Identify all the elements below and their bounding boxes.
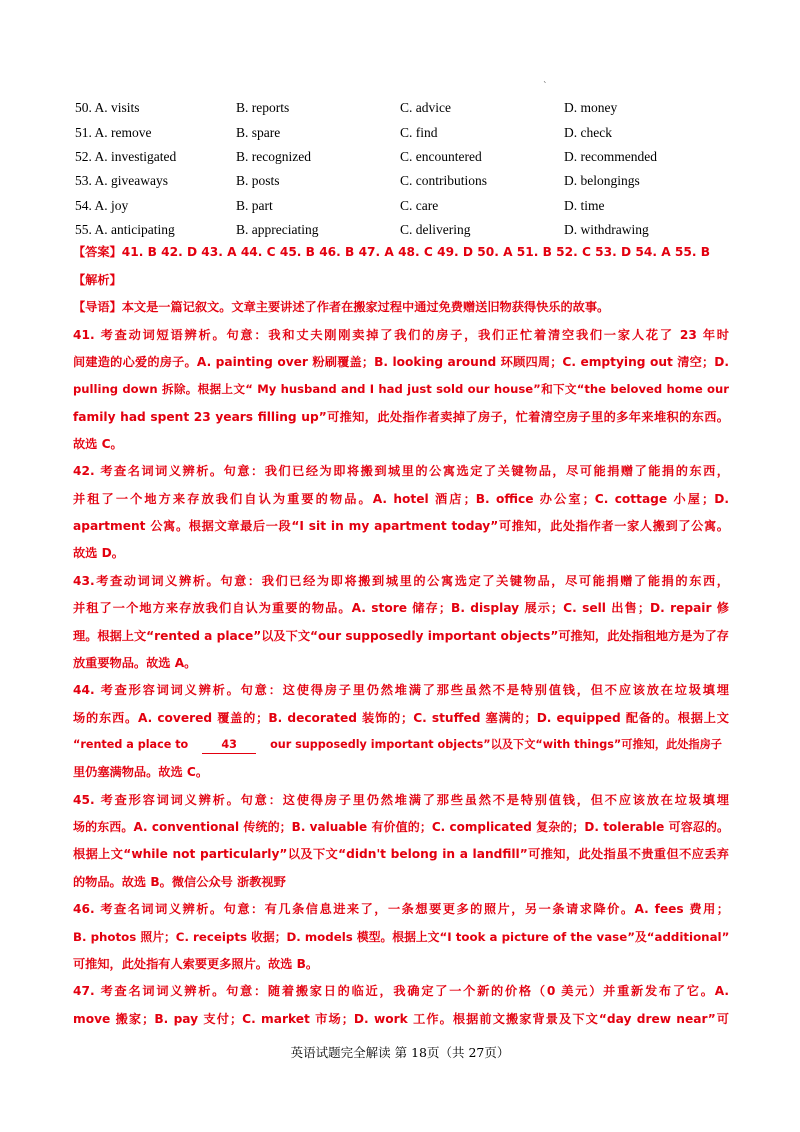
- option-cell: D. belongings: [564, 173, 640, 189]
- explanation-line: 间建造的心爱的房子。A. painting over 粉刷覆盖；B. looking around 环顾四周；C. emptying out 清空；D.: [73, 355, 729, 369]
- explanation-line: 43.考查动词词义辨析。句意：我们已经为即将搬到城里的公寓选定了关键物品，尽可能捐赠了能捐的东西，: [73, 574, 729, 588]
- option-cell: B. recognized: [236, 148, 311, 164]
- explanation-line: 可推知，此处指有人索要更多照片。故选 B。: [73, 957, 319, 971]
- explanation-line: pulling down 拆除。根据上文“ My husband and I had just sold our house”和下文“the beloved home our: [73, 382, 729, 396]
- explanation-line: family had spent 23 years filling up”可推知，此处指作者卖掉了房子，忙着清空房子里的多年来堆积的东西。: [73, 410, 729, 424]
- explanation-line: 41. 考查动词短语辨析。句意：我和丈夫刚刚卖掉了我们的房子，我们正忙着清空我们一家人花了 23 年时: [73, 328, 729, 342]
- option-row-51: [75, 120, 735, 144]
- explanation-line: 场的东西。A. conventional 传统的；B. valuable 有价值的；C. complicated 复杂的；D. tolerable 可容忍的。: [73, 820, 729, 834]
- explanation-line: 44. 考查形容词词义辨析。句意：这使得房子里仍然堆满了那些虽然不是特别值钱，但不应该放在垃圾填埋: [73, 683, 729, 697]
- page-footer: 英语试题完全解读 第 18页（共 27页）: [290, 1045, 510, 1060]
- analysis-heading: 【解析】: [73, 273, 122, 287]
- explanation-line: 45. 考查形容词词义辨析。句意：这使得房子里仍然堆满了那些虽然不是特别值钱，但不应该放在垃圾填埋: [73, 793, 729, 807]
- option-cell: 51. A. remove: [75, 124, 152, 140]
- option-cell: C. advice: [400, 100, 451, 116]
- option-row-53: [75, 169, 735, 193]
- option-cell: D. check: [564, 124, 612, 140]
- option-cell: D. recommended: [564, 148, 657, 164]
- blank-prefix-text: “rented a place to: [73, 738, 189, 751]
- option-cell: C. care: [400, 197, 439, 213]
- explanation-line: move 搬家；B. pay 支付；C. market 市场；D. work 工作。根据前文搬家背景及下文“day drew near”可: [73, 1012, 729, 1026]
- explanation-line: 并租了一个地方来存放我们自认为重要的物品。A. store 储存；B. display 展示；C. sell 出售；D. repair 修: [73, 601, 729, 615]
- option-cell: B. appreciating: [236, 222, 319, 238]
- option-row-54: [75, 194, 735, 218]
- explanation-line: 故选 C。: [73, 437, 123, 451]
- option-cell: 55. A. anticipating: [75, 222, 175, 238]
- option-cell: 53. A. giveaways: [75, 173, 168, 189]
- explanation-line: 并租了一个地方来存放我们自认为重要的物品。A. hotel 酒店；B. office 办公室；C. cottage 小屋；D.: [73, 492, 729, 506]
- option-cell: B. posts: [236, 173, 280, 189]
- explanation-line: apartment 公寓。根据文章最后一段“I sit in my apartment today”可推知，此处指作者一家人搬到了公寓。: [73, 519, 729, 533]
- blank-suffix-text: our supposedly important objects”以及下文“with things”可推知，此处指房子: [270, 738, 722, 751]
- option-cell: 52. A. investigated: [75, 148, 177, 164]
- option-cell: D. money: [564, 100, 618, 116]
- option-row-52: [75, 145, 735, 169]
- option-cell: B. part: [236, 197, 273, 213]
- explanation-line: 42. 考查名词词义辨析。句意：我们已经为即将搬到城里的公寓选定了关键物品，尽可能捐赠了能捐的东西，: [73, 464, 729, 478]
- option-cell: 50. A. visits: [75, 100, 140, 116]
- intro-line: 【导语】本文是一篇记叙文。文章主要讲述了作者在搬家过程中通过免费赠送旧物获得快乐的故事。: [73, 300, 610, 314]
- option-cell: D. time: [564, 197, 605, 213]
- blank-43: 43: [202, 737, 256, 754]
- explanation-line: 里仍塞满物品。故选 C。: [73, 765, 209, 779]
- stray-mark: `: [543, 82, 548, 92]
- options-table: [75, 96, 735, 242]
- answer-key: 【答案】41. B 42. D 43. A 44. C 45. B 46. B 47. A 48. C 49. D 50. A 51. B 52. C 53. D 54. A 55. B: [73, 245, 711, 259]
- explanation-line: 场的东西。A. covered 覆盖的；B. decorated 装饰的；C. stuffed 塞满的；D. equipped 配备的。根据上文: [73, 711, 729, 725]
- explanation-line: 根据上文“while not particularly”以及下文“didn't belong in a landfill”可推知，此处指虽不贵重但不应丢弃: [73, 847, 729, 861]
- explanation-line: 47. 考查名词词义辨析。句意：随着搬家日的临近，我确定了一个新的价格（0 美元）并重新发布了它。A.: [73, 984, 729, 998]
- explanation-line: B. photos 照片；C. receipts 收据；D. models 模型。根据上文“I took a picture of the vase”及“additional”: [73, 930, 730, 944]
- option-cell: C. find: [400, 124, 438, 140]
- option-row-50: [75, 96, 735, 120]
- option-row-55: [75, 218, 735, 242]
- explanation-line: 46. 考查名词词义辨析。句意：有几条信息进来了，一条想要更多的照片，另一条请求降价。A. fees 费用；: [73, 902, 729, 916]
- explanation-line: 的物品。故选 B。微信公众号 浙教视野: [73, 875, 286, 889]
- option-cell: C. contributions: [400, 173, 487, 189]
- option-cell: D. withdrawing: [564, 222, 649, 238]
- option-cell: 54. A. joy: [75, 197, 129, 213]
- option-cell: C. encountered: [400, 148, 482, 164]
- option-cell: C. delivering: [400, 222, 471, 238]
- explanation-line: 理。根据上文“rented a place”以及下文“our supposedly important objects”可推知，此处指租地方是为了存: [73, 629, 729, 643]
- option-cell: B. spare: [236, 124, 281, 140]
- explanation-line-with-blank: [73, 737, 729, 754]
- explanation-line: 放重要物品。故选 A。: [73, 656, 197, 670]
- explanation-line: 故选 D。: [73, 546, 124, 560]
- option-cell: B. reports: [236, 100, 290, 116]
